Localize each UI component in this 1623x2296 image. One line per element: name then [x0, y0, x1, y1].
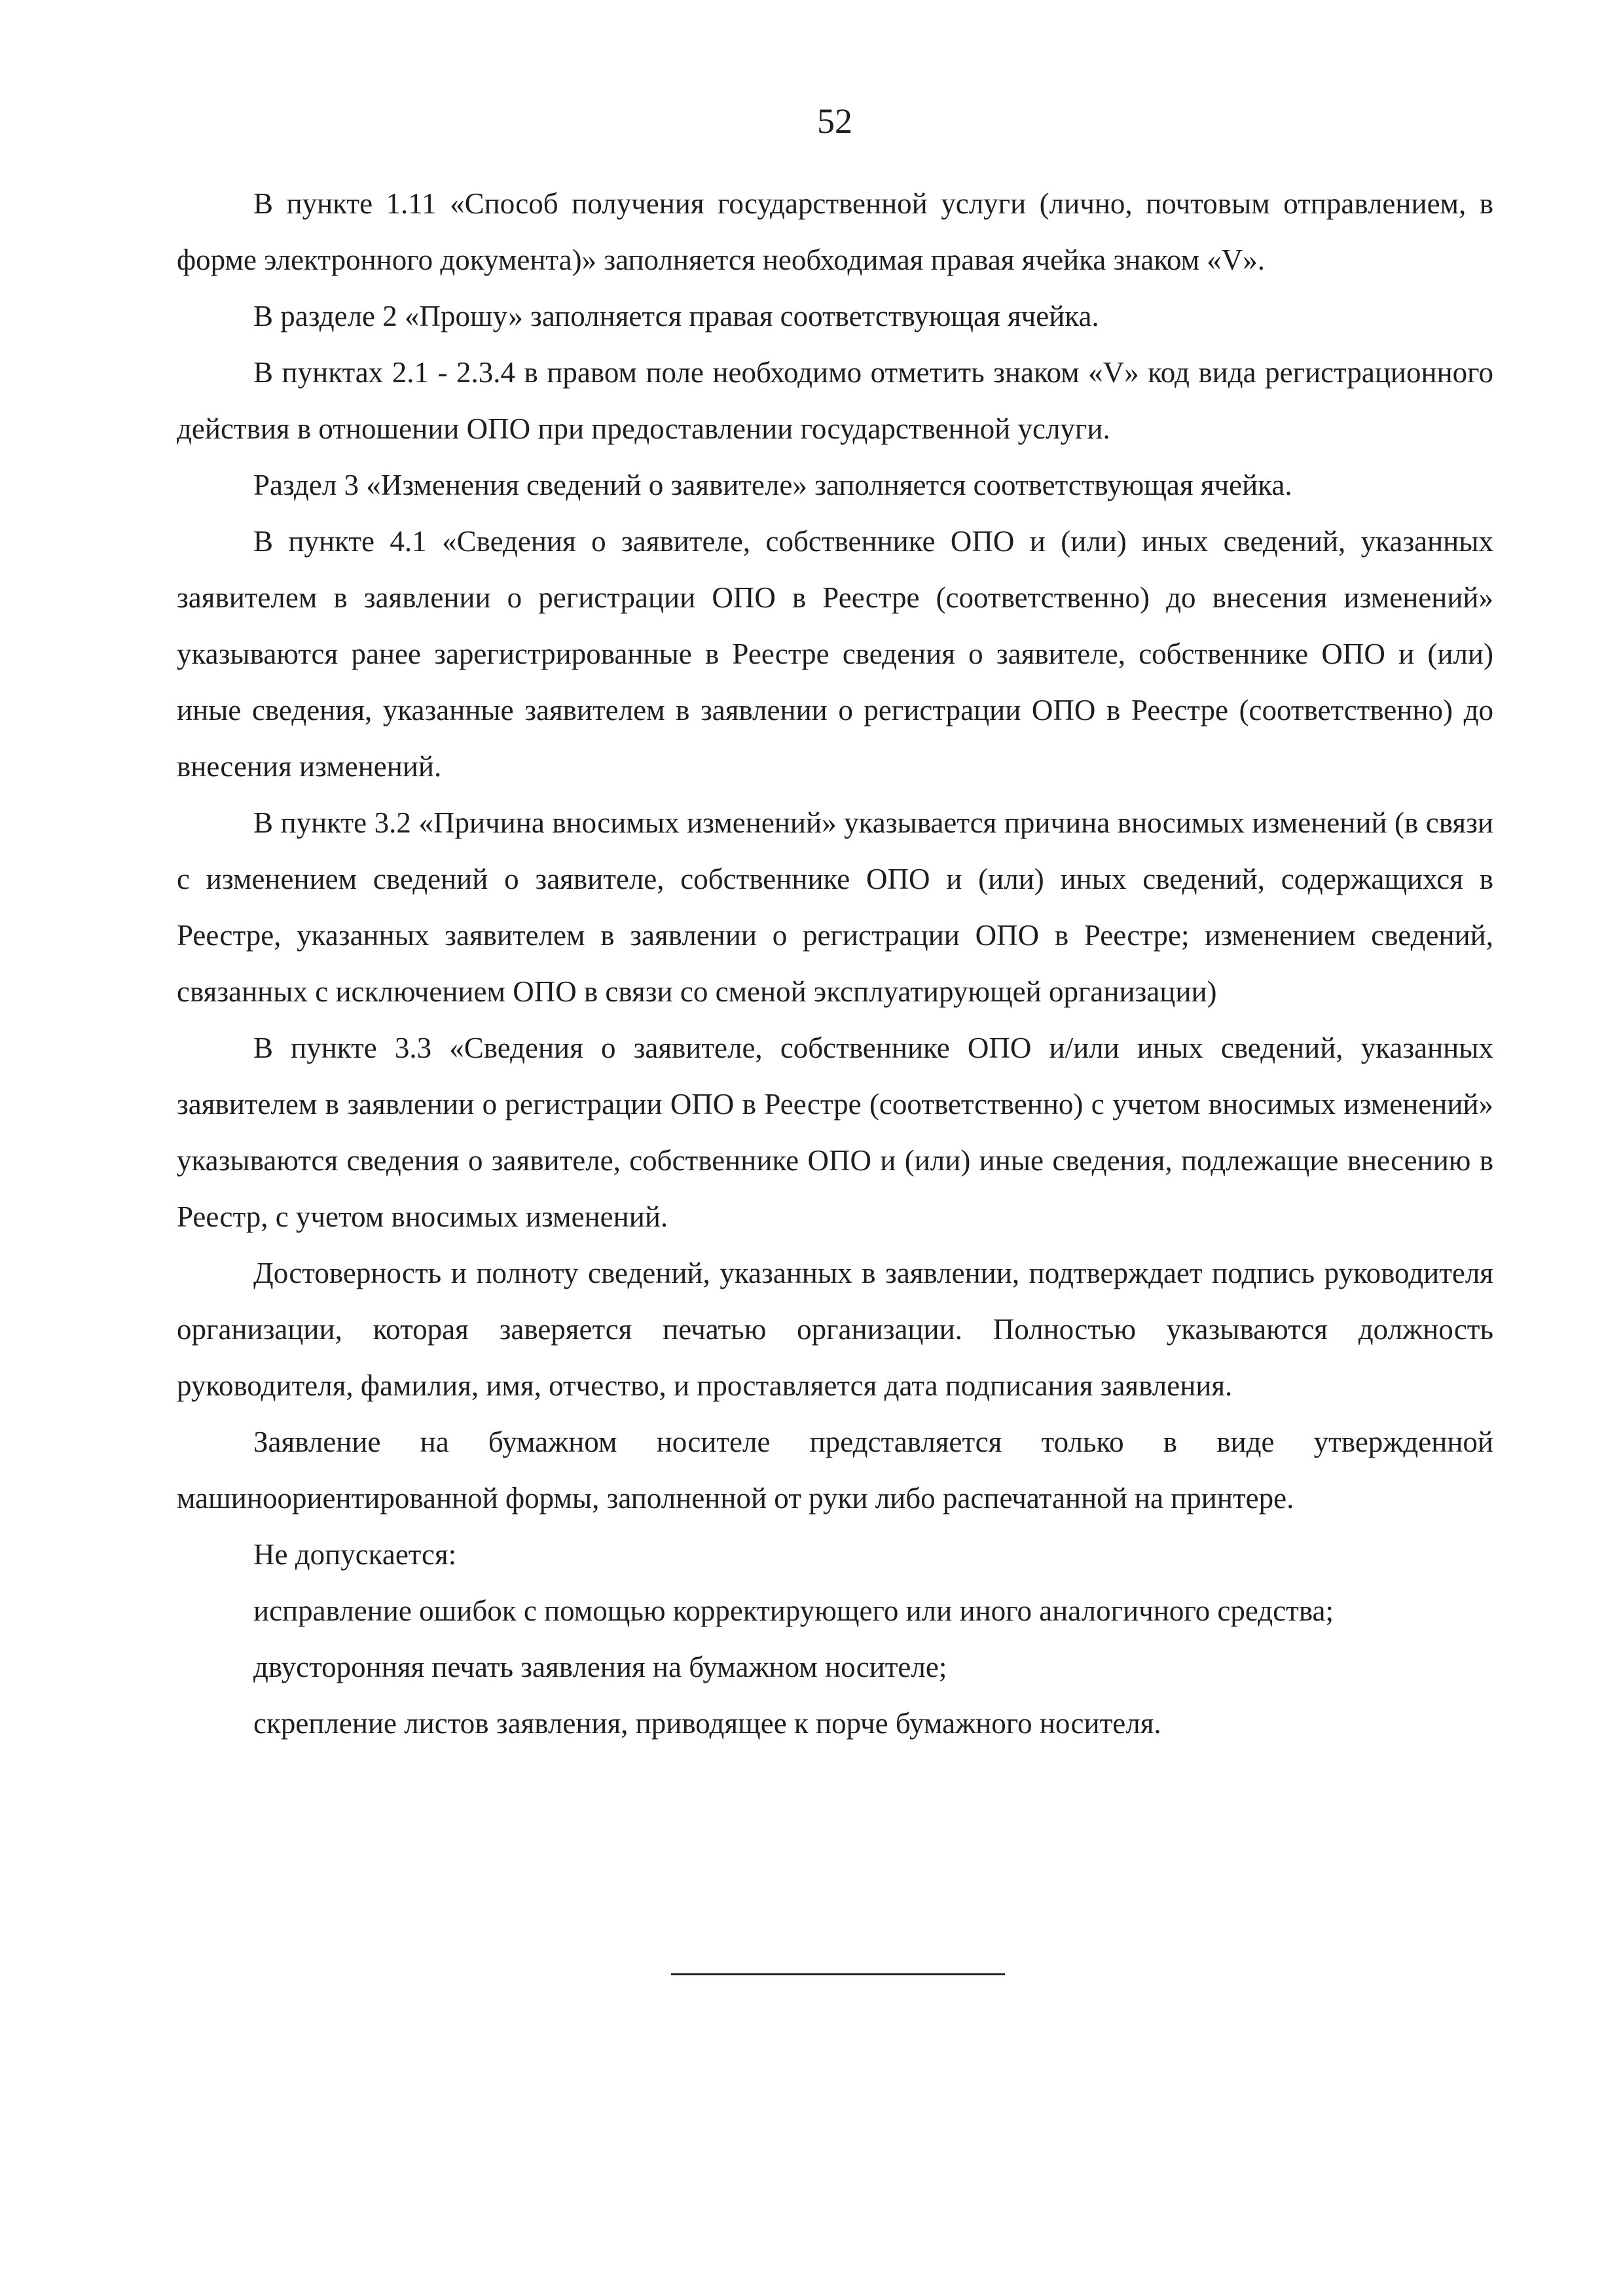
paragraph-6: В пункте 3.2 «Причина вносимых изменений» указывается причина вносимых изменений (в связи с изменением сведений о заявителе, собственнике ОПО и (или) иных сведений, содержащихся в Реестре, указанных заявителем в заявлении о регистрации ОПО в Реестре; изменением сведений, связанных с исключением ОПО в связи со сменой эксплуатирующей организации)	[177, 806, 1493, 1008]
paragraph-13: скрепление листов заявления, приводящее к порче бумажного носителя.	[253, 1707, 1161, 1740]
document-body	[177, 175, 1493, 1751]
paragraph-4: Раздел 3 «Изменения сведений о заявителе» заполняется соответствующая ячейка.	[253, 469, 1292, 501]
paragraph-11: исправление ошибок с помощью корректирующего или иного аналогичного средства;	[253, 1594, 1334, 1627]
page-number: 52	[817, 101, 852, 141]
paragraph-3: В пунктах 2.1 - 2.3.4 в правом поле необходимо отметить знаком «V» код вида регистрационного действия в отношении ОПО при предоставлении государственной услуги.	[177, 356, 1493, 445]
paragraph-8: Достоверность и полноту сведений, указанных в заявлении, подтверждает подпись руководителя организации, которая заверяется печатью организации. Полностью указываются должность руководителя, фамилия, имя, отчество, и проставляется дата подписания заявления.	[177, 1257, 1493, 1402]
paragraph-2: В разделе 2 «Прошу» заполняется правая соответствующая ячейка.	[253, 300, 1099, 332]
paragraph-10: Не допускается:	[253, 1538, 457, 1571]
end-separator-line	[671, 1973, 1005, 1975]
paragraph-9: Заявление на бумажном носителе представляется только в виде утвержденной машиноориентированной формы, заполненной от руки либо распечатанной на принтере.	[177, 1426, 1493, 1515]
paragraph-5: В пункте 4.1 «Сведения о заявителе, собственнике ОПО и (или) иных сведений, указанных заявителем в заявлении о регистрации ОПО в Реестре (соответственно) до внесения изменений» указываются ранее зарегистрированные в Реестре сведения о заявителе, собственнике ОПО и (или) иные сведения, указанные заявителем в заявлении о регистрации ОПО в Реестре (соответственно) до внесения изменений.	[177, 525, 1493, 783]
paragraph-7: В пункте 3.3 «Сведения о заявителе, собственнике ОПО и/или иных сведений, указанных заявителем в заявлении о регистрации ОПО в Реестре (соответственно) с учетом вносимых изменений» указываются сведения о заявителе, собственнике ОПО и (или) иные сведения, подлежащие внесению в Реестр, с учетом вносимых изменений.	[177, 1031, 1493, 1233]
paragraph-12: двусторонняя печать заявления на бумажном носителе;	[253, 1651, 947, 1683]
paragraph-1: В пункте 1.11 «Способ получения государственной услуги (лично, почтовым отправлением, в форме электронного документа)» заполняется необходимая правая ячейка знаком «V».	[177, 187, 1493, 276]
